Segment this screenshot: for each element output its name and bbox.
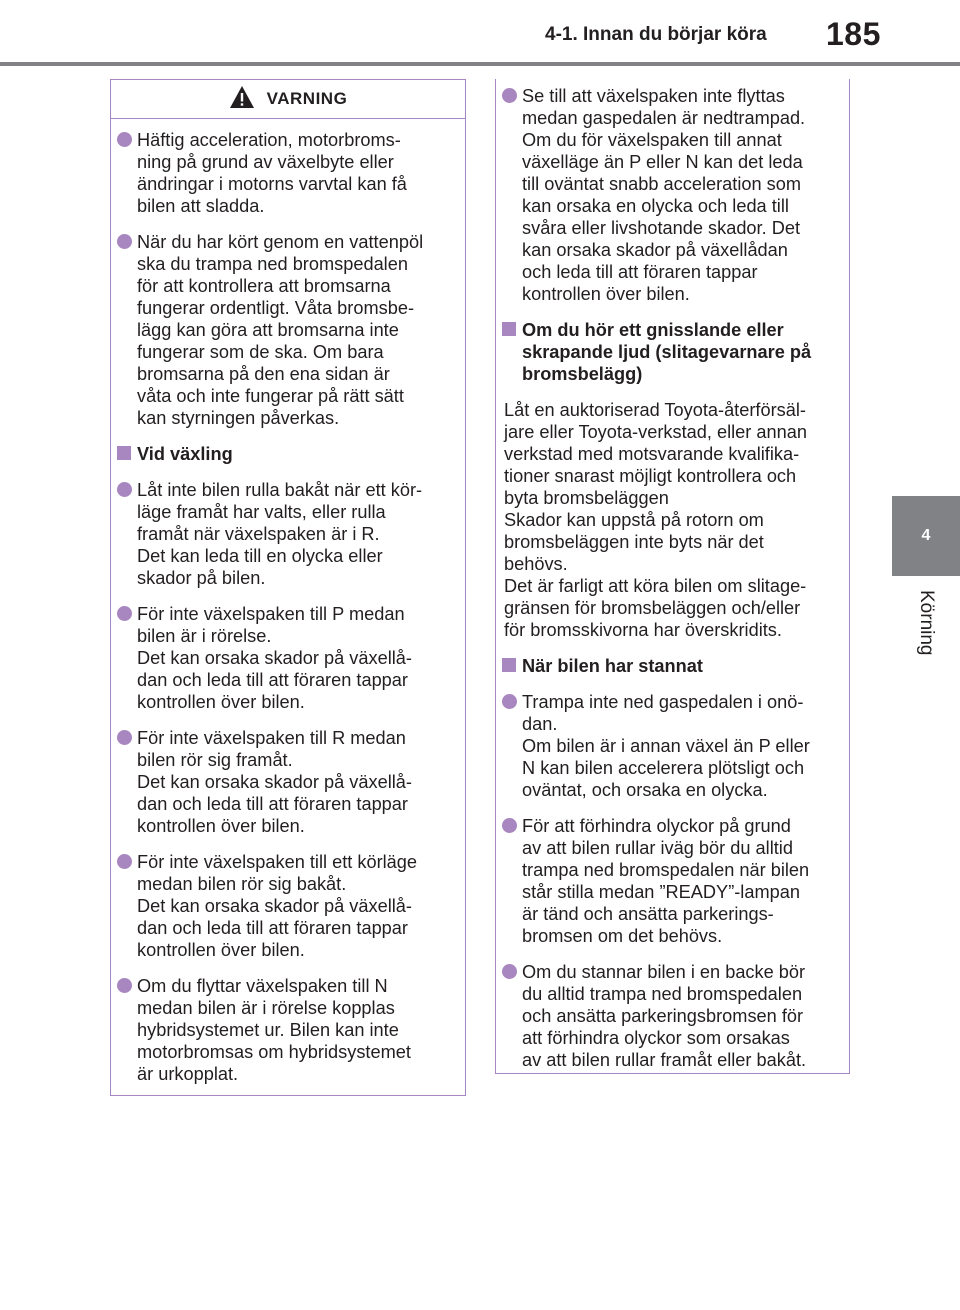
bullet-icon bbox=[117, 978, 132, 993]
square-bullet-icon bbox=[502, 322, 516, 336]
warning-content-right bbox=[496, 79, 849, 1071]
square-bullet-icon bbox=[117, 446, 131, 460]
brake-paragraph: Låt en auktoriserad Toyota-återförsäl- jare eller Toyota-verkstad, eller annan verkstad med motsvarande kvalifika- tioner snarast möjligt kontrollera och byta bromsbeläggen Skador kan uppstå på rotorn om bromsbeläggen inte byts när det behövs. Det är farligt att köra bilen om slitage- gränsen för bromsbeläggen och/eller för bromsskivorna har överskridits. bbox=[504, 400, 807, 640]
square-bullet-icon bbox=[502, 658, 516, 672]
bullet-icon bbox=[502, 694, 517, 709]
subheading-brake-noise: Om du hör ett gnisslande eller skrapande ljud (slitagevarnare på bromsbelägg) bbox=[508, 319, 837, 385]
bullet-icon bbox=[117, 854, 132, 869]
bullet-icon bbox=[117, 606, 132, 621]
chapter-name: Körning bbox=[916, 590, 937, 656]
warning-content-left bbox=[111, 119, 465, 1085]
chapter-tab[interactable] bbox=[892, 496, 960, 576]
subheading-stopped: När bilen har stannat bbox=[508, 655, 837, 677]
page-number: 185 bbox=[826, 16, 881, 52]
bullet-icon bbox=[117, 730, 132, 745]
bullet-icon bbox=[502, 88, 517, 103]
warning-box-left bbox=[110, 79, 466, 1096]
list-item: Låt inte bilen rulla bakåt när ett kör- läge framåt har valts, eller rulla framåt när växelspaken är i R. Det kan leda till en olycka eller skador på bilen. bbox=[123, 479, 453, 589]
chapter-number: 4 bbox=[921, 527, 931, 544]
list-item: Se till att växelspaken inte flyttas medan gaspedalen är nedtrampad. Om du för växelspaken till annat växelläge än P eller N kan det leda till oväntat snabb acceleration som kan orsaka en olycka och leda till svåra eller livshotande skador. Det kan orsaka skador på växellådan och leda till att föraren tappar kontrollen över bilen. bbox=[508, 85, 837, 305]
list-item: Om du stannar bilen i en backe bör du alltid trampa ned bromspedalen och ansätta parkeringsbromsen för att förhindra olyckor som orsakas av att bilen rullar framåt eller bakåt. bbox=[508, 961, 837, 1071]
warning-header bbox=[111, 80, 465, 119]
subheading-shifting: Vid växling bbox=[123, 443, 453, 465]
bullet-icon bbox=[117, 132, 132, 147]
bullet-icon bbox=[502, 964, 517, 979]
list-item: För inte växelspaken till ett körläge medan bilen rör sig bakåt. Det kan orsaka skador på växellå- dan och leda till att föraren tappar kontrollen över bilen. bbox=[123, 851, 453, 961]
warning-box-right bbox=[495, 79, 850, 1074]
list-item: För att förhindra olyckor på grund av att bilen rullar iväg bör du alltid trampa ned bromspedalen när bilen står stilla medan ”READY”-lampan är tänd och ansätta parkerings- bromsen om det behövs. bbox=[508, 815, 837, 947]
warning-label: VARNING bbox=[266, 89, 348, 108]
list-item: Häftig acceleration, motorbroms- ning på grund av växelbyte eller ändringar i motorns varvtal kan få bilen att sladda. bbox=[123, 129, 453, 217]
list-item: Trampa inte ned gaspedalen i onö- dan. Om bilen är i annan växel än P eller N kan bilen accelerera plötsligt och oväntat, och orsaka en olycka. bbox=[508, 691, 837, 801]
list-item: För inte växelspaken till P medan bilen är i rörelse. Det kan orsaka skador på växellå- dan och leda till att föraren tappar kontrollen över bilen. bbox=[123, 603, 453, 713]
header-divider bbox=[0, 62, 960, 66]
section-title: 4-1. Innan du börjar köra bbox=[545, 24, 767, 45]
chapter-label bbox=[896, 590, 956, 680]
bullet-icon bbox=[117, 234, 132, 249]
list-item: När du har kört genom en vattenpöl ska du trampa ned bromspedalen för att kontrollera att bromsarna fungerar ordentligt. Våta bromsbe- lägg kan göra att bromsarna inte fungerar som de ska. Om bara bromsarna på den ena sidan är våta och inte fungerar på rätt sätt kan styrningen påverkas. bbox=[123, 231, 453, 429]
bullet-icon bbox=[502, 818, 517, 833]
list-item: För inte växelspaken till R medan bilen rör sig framåt. Det kan orsaka skador på växellå- dan och leda till att föraren tappar kontrollen över bilen. bbox=[123, 727, 453, 837]
bullet-icon bbox=[117, 482, 132, 497]
list-item: Om du flyttar växelspaken till N medan bilen är i rörelse kopplas hybridsystemet ur. Bilen kan inte motorbromsas om hybridsystemet är urkopplat. bbox=[123, 975, 453, 1085]
warning-triangle-icon bbox=[229, 85, 255, 114]
